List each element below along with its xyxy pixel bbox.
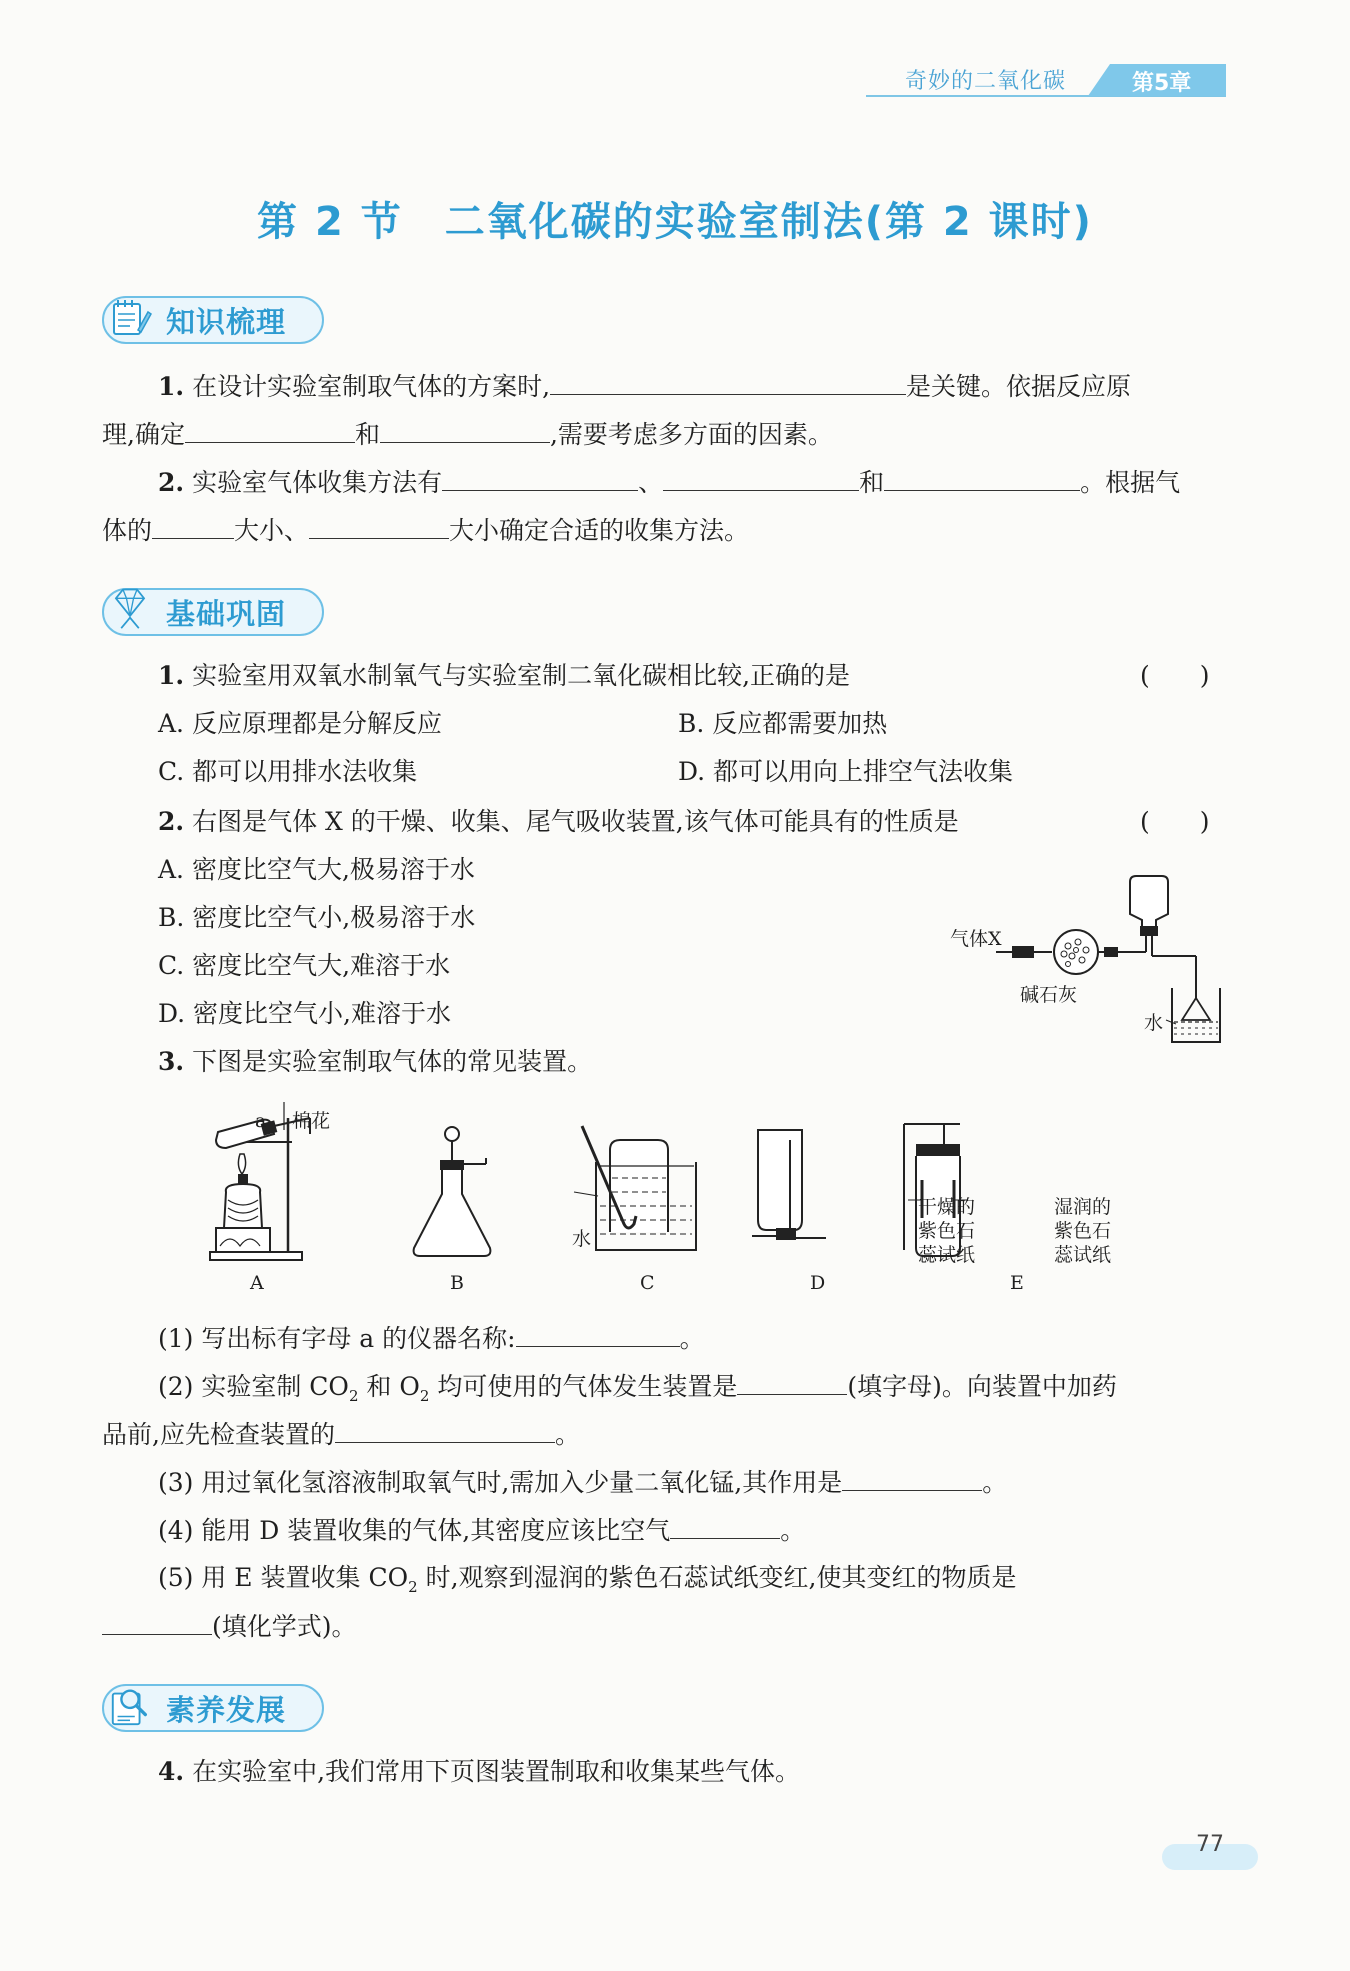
option-c[interactable]: C. 密度比空气大,难溶于水 <box>158 951 451 980</box>
text: 大小确定合适的收集方法。 <box>449 516 750 545</box>
wet-litmus-label-3: 蕊试纸 <box>1054 1244 1112 1266</box>
answer-blank[interactable] <box>102 1610 212 1635</box>
text: 实验室气体收集方法有 <box>192 468 443 497</box>
wet-litmus-label-1: 湿润的 <box>1054 1196 1112 1218</box>
wet-litmus-label-2: 紫色石 <box>1054 1220 1112 1242</box>
text: 下图是实验室制取气体的常见装置。 <box>192 1047 593 1076</box>
text: 。根据气 <box>1080 468 1181 497</box>
basic-q3-stem <box>158 1046 592 1078</box>
notebook-pen-icon <box>108 296 152 340</box>
apparatus-letter-d: D <box>810 1272 826 1294</box>
answer-blank[interactable] <box>309 514 449 539</box>
subscript: 2 <box>408 1578 418 1596</box>
page-number: 77 <box>1196 1832 1224 1857</box>
question-number: 2. <box>158 807 185 836</box>
text: 和 <box>859 468 885 497</box>
literacy-q4-stem <box>158 1756 800 1788</box>
basic-q3-sub1 <box>158 1322 705 1355</box>
text: (2) 实验室制 CO <box>158 1372 349 1401</box>
text: 和 <box>354 420 380 449</box>
text: (填化学式)。 <box>212 1612 357 1641</box>
option-d[interactable]: D. 密度比空气小,难溶于水 <box>158 999 451 1028</box>
section-label-literacy: 素养发展 <box>166 1693 287 1727</box>
option-b[interactable]: B. 密度比空气小,极易溶于水 <box>158 903 476 932</box>
text: 实验室用双氧水制氧气与实验室制二氧化碳相比较,正确的是 <box>192 661 851 690</box>
text: 时,观察到湿润的紫色石蕊试纸变红,使其变红的物质是 <box>417 1563 1017 1592</box>
text: 。 <box>554 1420 580 1449</box>
basic-q1-stem <box>158 660 850 692</box>
section-header-basic <box>102 588 324 636</box>
soda-lime-label: 碱石灰 <box>1020 984 1078 1006</box>
answer-blank[interactable] <box>516 1322 680 1347</box>
text: 大小、 <box>234 516 310 545</box>
drying-collection-apparatus-diagram <box>940 870 1240 1050</box>
option-b[interactable]: B. 反应都需要加热 <box>678 709 888 738</box>
gas-apparatus-diagram <box>200 1100 1140 1290</box>
text: (1) 写出标有字母 a 的仪器名称: <box>158 1324 516 1353</box>
text: 、 <box>638 468 664 497</box>
label-a: a <box>255 1110 267 1132</box>
text: 品前,应先检查装置的 <box>102 1420 335 1449</box>
text: 是关键。依据反应原 <box>906 372 1132 401</box>
knowledge-q1-line1 <box>158 370 1131 403</box>
apparatus-c <box>574 1126 696 1250</box>
answer-blank[interactable] <box>550 370 906 395</box>
text: (5) 用 E 装置收集 CO <box>158 1563 409 1592</box>
answer-blank[interactable] <box>335 1418 555 1443</box>
option-a[interactable]: A. 反应原理都是分解反应 <box>158 709 442 738</box>
text: 。 <box>780 1516 806 1545</box>
answer-blank[interactable] <box>670 1514 780 1539</box>
basic-q3-sub2-line2 <box>102 1418 580 1451</box>
water-label: 水 <box>572 1228 592 1250</box>
text: 和 O <box>358 1372 420 1401</box>
answer-blank[interactable] <box>185 418 355 443</box>
section-label-basic: 基础巩固 <box>166 597 287 631</box>
section-header-knowledge <box>102 296 324 344</box>
option-c[interactable]: C. 都可以用排水法收集 <box>158 757 418 786</box>
text: ,需要考虑多方面的因素。 <box>549 420 833 449</box>
answer-blank[interactable] <box>442 466 638 491</box>
answer-paren[interactable]: ( ) <box>1140 661 1210 690</box>
text: (填字母)。向装置中加药 <box>847 1372 1117 1401</box>
apparatus-b <box>414 1127 491 1256</box>
knowledge-q2-line2 <box>102 514 749 547</box>
water-label: 水 <box>1144 1012 1164 1034</box>
knowledge-q1-line2 <box>102 418 833 451</box>
text: 。 <box>982 1468 1008 1497</box>
chapter-badge-label: 第5章 <box>1132 71 1192 96</box>
apparatus-letter-e: E <box>1010 1272 1024 1294</box>
text: 在设计实验室制取气体的方案时, <box>192 372 551 401</box>
dry-litmus-label-1: 干燥的 <box>918 1196 976 1218</box>
knowledge-q2-line1 <box>158 466 1180 499</box>
text: 理,确定 <box>102 420 185 449</box>
option-a[interactable]: A. 密度比空气大,极易溶于水 <box>158 855 475 884</box>
text: 体的 <box>102 516 153 545</box>
answer-blank[interactable] <box>152 514 234 539</box>
text: (3) 用过氧化氢溶液制取氧气时,需加入少量二氧化锰,其作用是 <box>158 1468 843 1497</box>
basic-q3-sub5-line1 <box>158 1562 1016 1603</box>
answer-blank[interactable] <box>737 1370 847 1395</box>
answer-blank[interactable] <box>663 466 859 491</box>
dry-litmus-label-3: 蕊试纸 <box>918 1244 976 1266</box>
dry-litmus-label-2: 紫色石 <box>918 1220 976 1242</box>
answer-blank[interactable] <box>884 466 1080 491</box>
question-number: 1. <box>158 661 185 690</box>
cotton-label: 棉花 <box>292 1110 331 1132</box>
page-number-badge <box>1162 1832 1258 1872</box>
subscript: 2 <box>348 1387 359 1405</box>
question-number: 3. <box>158 1047 185 1076</box>
basic-q3-sub3 <box>158 1466 1007 1499</box>
question-number: 1. <box>158 372 185 401</box>
chapter-title: 奇妙的二氧化碳 <box>905 69 1067 94</box>
section-label-knowledge: 知识梳理 <box>166 305 287 339</box>
gas-x-label: 气体X <box>950 928 1002 950</box>
basic-q3-sub2-line1 <box>158 1370 1117 1412</box>
basic-q3-sub5-line2 <box>102 1610 357 1643</box>
text: 右图是气体 X 的干燥、收集、尾气吸收装置,该气体可能具有的性质是 <box>192 807 959 836</box>
basic-q2-stem <box>158 806 959 838</box>
magnifier-document-icon <box>108 1684 152 1728</box>
text: (4) 能用 D 装置收集的气体,其密度应该比空气 <box>158 1516 671 1545</box>
text: 均可使用的气体发生装置是 <box>429 1372 738 1401</box>
text: 在实验室中,我们常用下页图装置制取和收集某些气体。 <box>192 1757 801 1786</box>
option-d[interactable]: D. 都可以用向上排空气法收集 <box>678 757 1014 786</box>
apparatus-d <box>752 1130 826 1240</box>
apparatus-letter-b: B <box>450 1272 464 1294</box>
answer-paren[interactable]: ( ) <box>1140 807 1210 836</box>
basic-q3-sub4 <box>158 1514 805 1547</box>
apparatus-letter-a: A <box>250 1272 264 1294</box>
page-title: 第 2 节 二氧化碳的实验室制法(第 2 课时) <box>257 199 1093 245</box>
section-header-literacy <box>102 1684 324 1732</box>
question-number: 4. <box>158 1757 185 1786</box>
answer-blank[interactable] <box>380 418 550 443</box>
subscript: 2 <box>419 1387 430 1405</box>
diamond-icon <box>108 586 152 630</box>
text: 。 <box>679 1324 705 1353</box>
apparatus-letter-c: C <box>640 1272 655 1294</box>
answer-blank[interactable] <box>842 1466 982 1491</box>
chapter-badge <box>1110 64 1226 96</box>
question-number: 2. <box>158 468 185 497</box>
